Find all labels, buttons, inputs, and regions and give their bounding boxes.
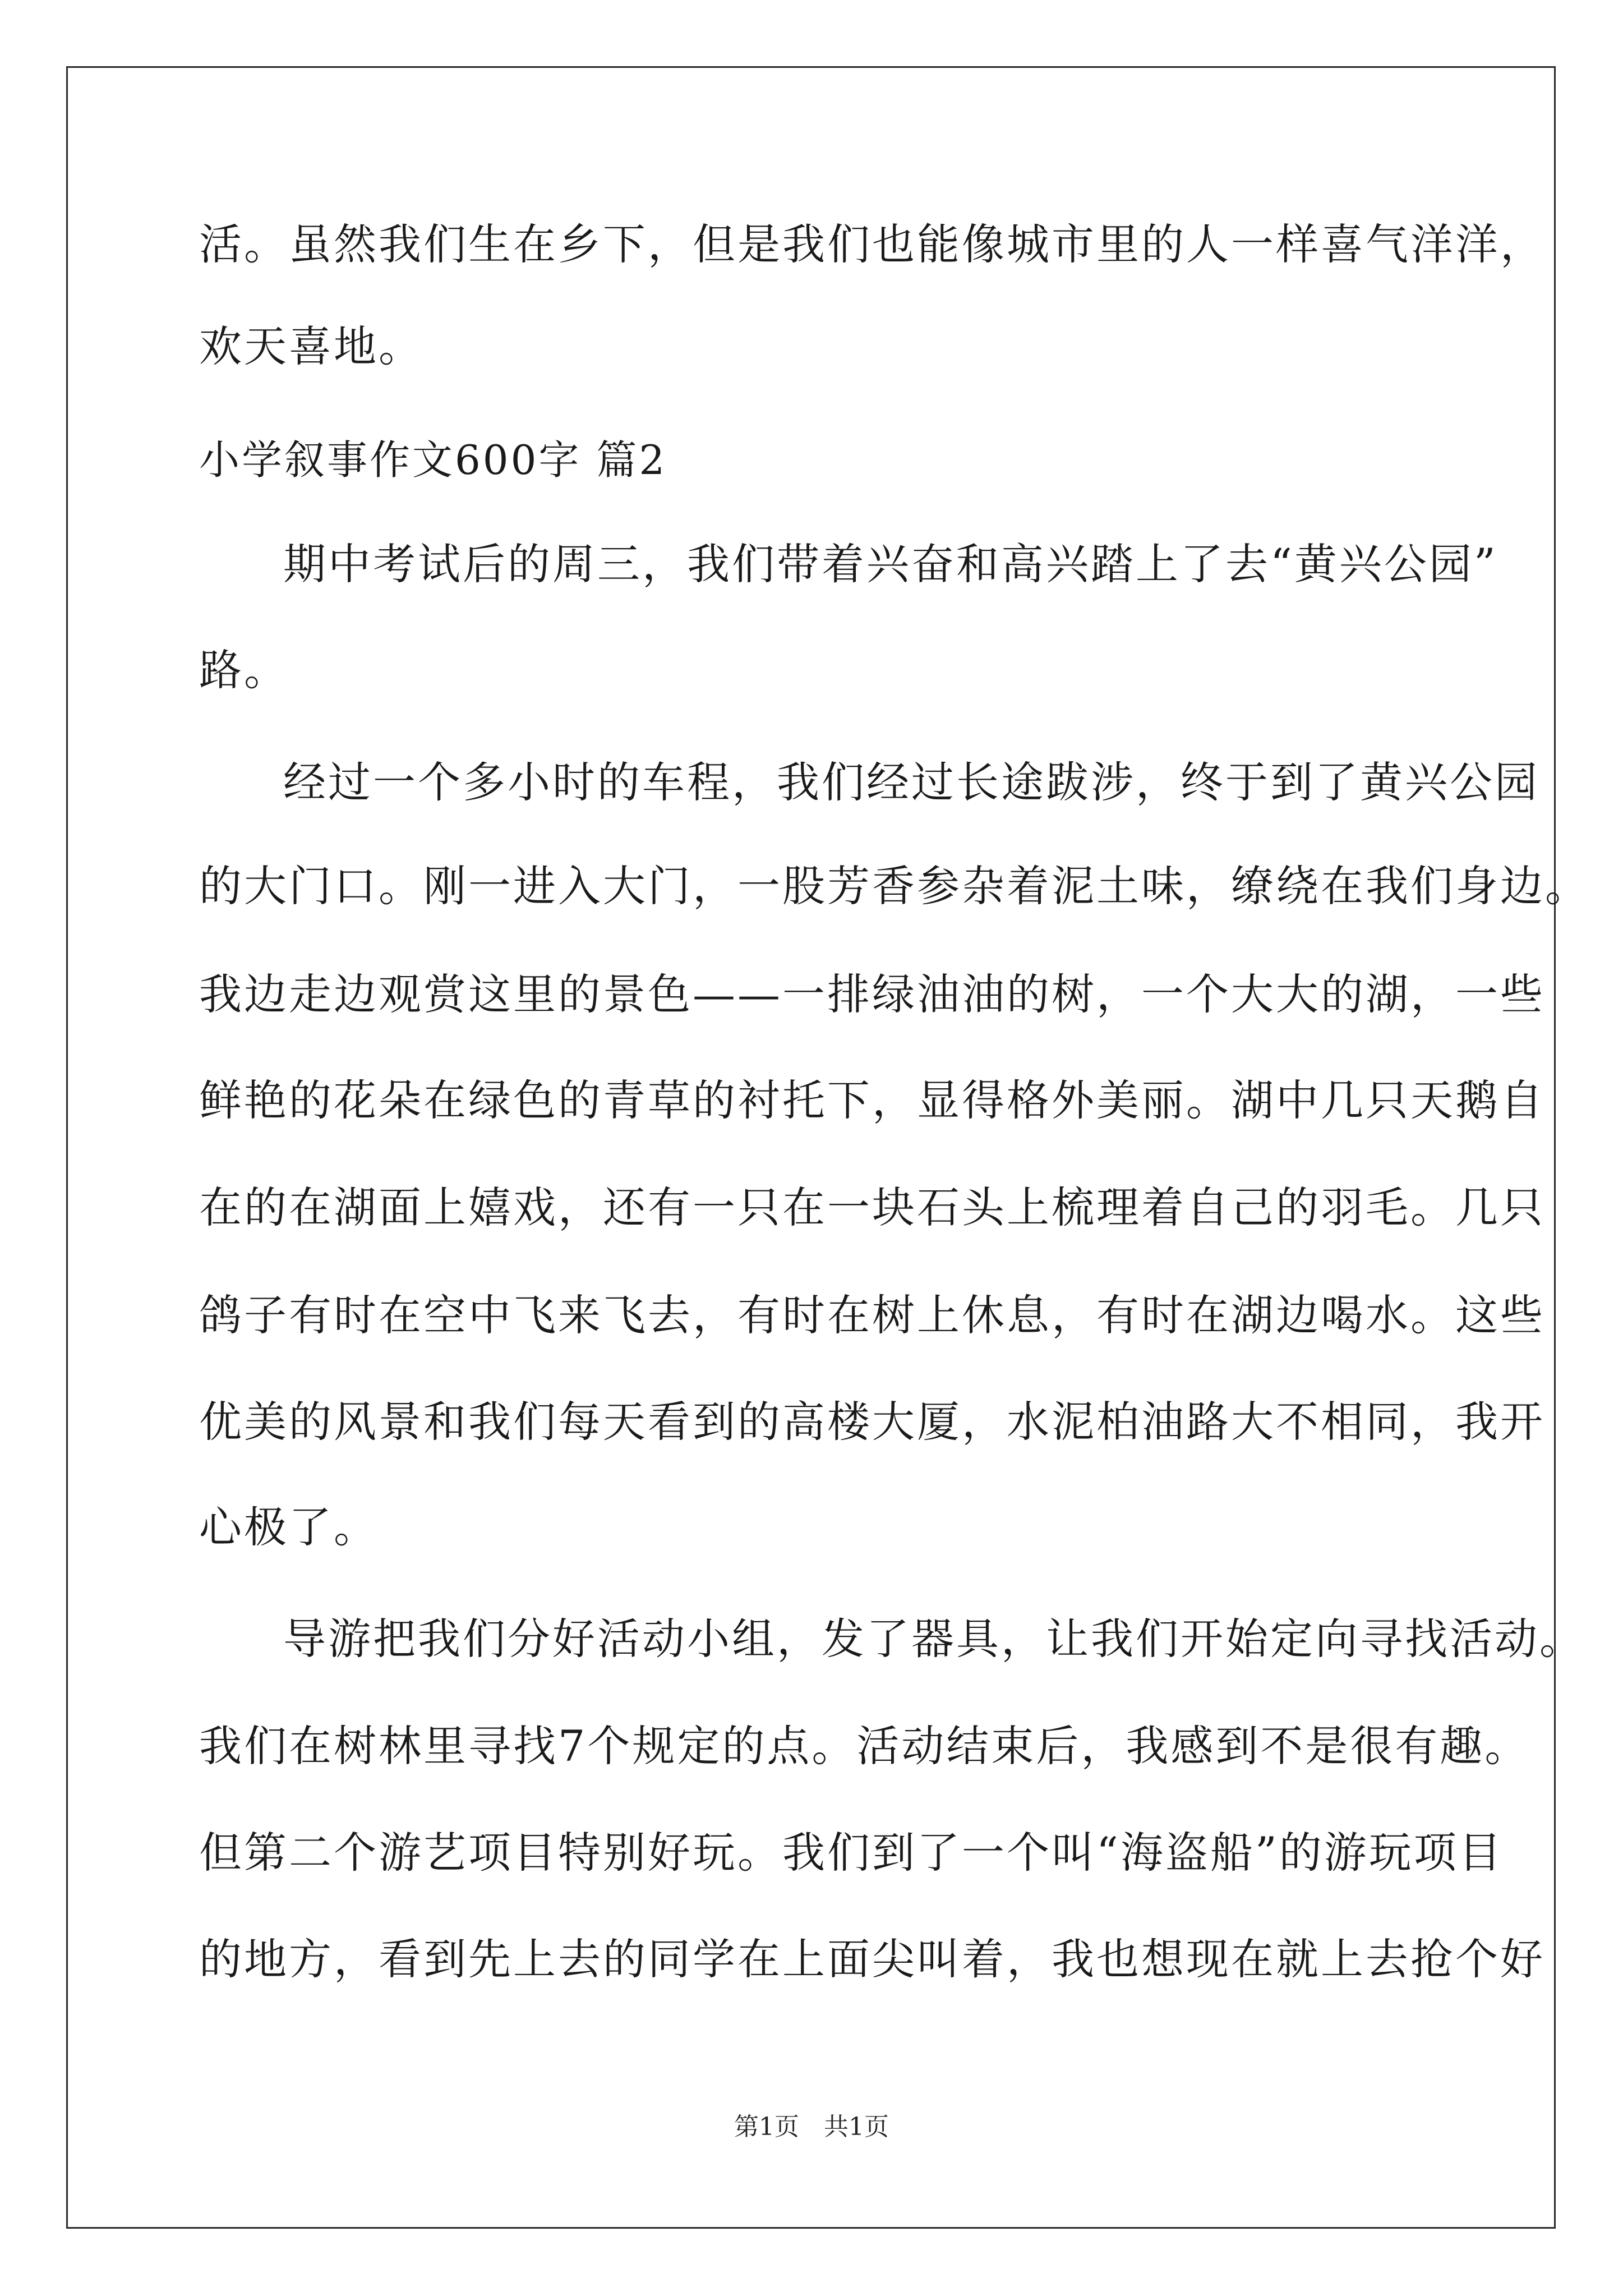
text-line: 鲜艳的花朵在绿色的青草的衬托下，显得格外美丽。湖中几只天鹅自 bbox=[199, 1075, 1545, 1125]
text-line: 经过一个多小时的车程，我们经过长途跋涉，终于到了黄兴公园 bbox=[283, 757, 1539, 807]
text-line: 心极了。 bbox=[199, 1502, 379, 1552]
text-line: 活。虽然我们生在乡下，但是我们也能像城市里的人一样喜气洋洋， bbox=[199, 219, 1545, 269]
text-line: 优美的风景和我们每天看到的高楼大厦，水泥柏油路大不相同，我开 bbox=[199, 1397, 1545, 1447]
page-border bbox=[66, 66, 1556, 2229]
text-line: 我们在树林里寻找7个规定的点。活动结束后，我感到不是很有趣。 bbox=[199, 1721, 1530, 1771]
text-line: 的大门口。刚一进入大门，一股芳香参杂着泥土味，缭绕在我们身边。 bbox=[199, 861, 1590, 911]
text-line: 路。 bbox=[199, 645, 289, 695]
text-line: 的地方，看到先上去的同学在上面尖叫着，我也想现在就上去抢个好 bbox=[199, 1934, 1545, 1984]
text-line: 但第二个游艺项目特别好玩。我们到了一个叫“海盗船”的游玩项目 bbox=[199, 1828, 1504, 1878]
page-number-footer: 第1页 共1页 bbox=[734, 2113, 889, 2141]
text-line: 鸽子有时在空中飞来飞去，有时在树上休息，有时在湖边喝水。这些 bbox=[199, 1290, 1545, 1340]
text-line: 我边走边观赏这里的景色——一排绿油油的树，一个大大的湖，一些 bbox=[199, 969, 1545, 1019]
text-line: 在的在湖面上嬉戏，还有一只在一块石头上梳理着自己的羽毛。几只 bbox=[199, 1182, 1545, 1232]
text-line: 欢天喜地。 bbox=[199, 321, 423, 371]
text-line: 期中考试后的周三，我们带着兴奋和高兴踏上了去“黄兴公园” bbox=[283, 539, 1498, 589]
section-title: 小学叙事作文600字 篇2 bbox=[199, 436, 667, 484]
text-line: 导游把我们分好活动小组，发了器具，让我们开始定向寻找活动。 bbox=[283, 1614, 1584, 1664]
